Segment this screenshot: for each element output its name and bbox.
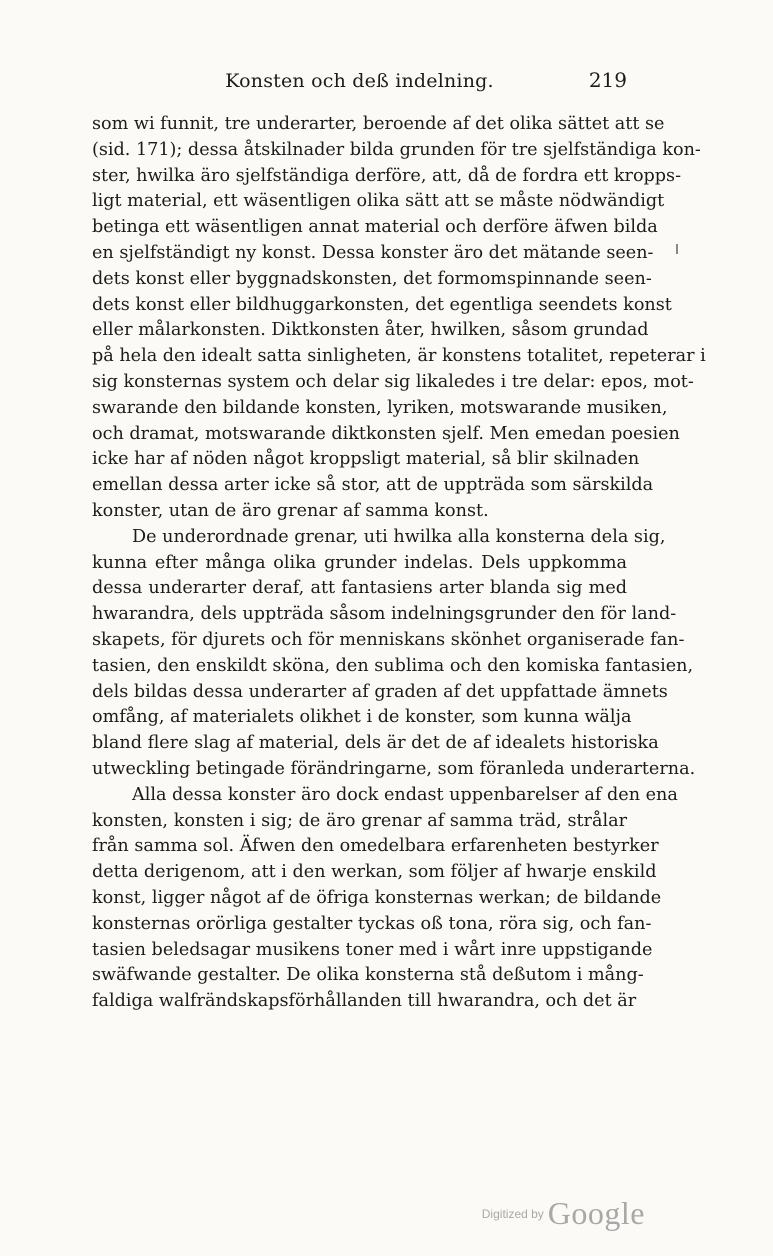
text-line: dets konst eller byggnadskonsten, det formomspinnande seen-	[92, 268, 652, 289]
text-line: en sjelfständigt ny konst. Dessa konster äro det mätande seen-	[92, 242, 654, 263]
text-line: ligt material, ett wäsentligen olika sätt att se måste nödwändigt	[92, 191, 665, 212]
book-page	[92, 64, 706, 1015]
text-line: konsten, konsten i sig; de äro grenar af samma träd, strålar	[92, 810, 627, 831]
text-line: tasien, den enskildt sköna, den sublima och den komiska fantasien,	[92, 655, 694, 676]
text-line: och dramat, motswarande diktkonsten sjelf. Men emedan poesien	[92, 423, 680, 444]
text-line: sig konsternas system och delar sig likaledes i tre delar: epos, mot-	[92, 371, 694, 392]
text-line: swäfwande gestalter. De olika konsterna stå deßutom i mång-	[92, 965, 644, 986]
paragraph	[92, 112, 706, 525]
text-line: från samma sol. Äfwen den omedelbara erfarenheten bestyrker	[92, 836, 659, 857]
paragraph	[92, 783, 678, 1015]
text-line: på hela den idealt satta sinligheten, är konstens totalitet, repeterar i	[92, 346, 706, 367]
text-line: kunna efter många olika grunder indelas. Dels uppkomma	[92, 552, 627, 573]
text-line: swarande den bildande konsten, lyriken, motswarande musiken,	[92, 397, 668, 418]
text-line: tasien beledsagar musikens toner med i wårt inre uppstigande	[92, 939, 653, 960]
text-line: konster, utan de äro grenar af samma konst.	[92, 500, 489, 521]
text-line: emellan dessa arter icke så stor, att de uppträda som särskilda	[92, 475, 654, 496]
watermark-prefix: Digitized by	[481, 1207, 544, 1221]
text-line: detta derigenom, att i den werkan, som följer af hwarje enskild	[92, 862, 657, 883]
page-header	[92, 64, 627, 100]
digitized-watermark	[482, 1195, 645, 1232]
text-line: konsternas orörliga gestalter tyckas oß tona, röra sig, och fan-	[92, 913, 652, 934]
text-line: dels bildas dessa underarter af graden af det uppfattade ämnets	[92, 681, 668, 702]
text-line: utweckling betingade förändringarne, som föranleda underarterna.	[92, 758, 696, 779]
text-line: hwarandra, dels uppträda såsom indelningsgrunder den för land-	[92, 604, 677, 625]
text-line: (sid. 171); dessa åtskilnader bilda grunden för tre sjelfständiga kon-	[92, 139, 701, 160]
running-title: Konsten och deß indelning.	[225, 70, 494, 92]
text-line: skapets, för djurets och för menniskans skönhet organiserade fan-	[92, 629, 685, 650]
text-line: som wi funnit, tre underarter, beroende af det olika sättet att se	[92, 114, 665, 134]
text-line: dessa underarter deraf, att fantasiens arter blanda sig med	[92, 578, 627, 599]
text-line: eller målarkonsten. Diktkonsten åter, hwilken, såsom grundad	[92, 320, 649, 341]
text-line: dets konst eller bildhuggarkonsten, det egentliga seendets konst	[92, 294, 672, 315]
text-line: ster, hwilka äro sjelfständiga derföre, att, då de fordra ett kropps-	[92, 165, 682, 186]
text-line: De underordnade grenar, uti hwilka alla konsterna dela sig,	[132, 526, 666, 547]
text-line: icke har af nöden något kroppsligt material, så blir skilnaden	[92, 449, 640, 470]
stray-ink-mark	[676, 244, 678, 254]
text-line: faldiga walfrändskapsförhållanden till hwarandra, och det är	[92, 991, 637, 1012]
text-line: omfång, af materialets olikhet i de konster, som kunna wälja	[92, 707, 632, 728]
body-text	[92, 112, 706, 1015]
text-line: Alla dessa konster äro dock endast uppenbarelser af den ena	[132, 784, 678, 805]
text-line: bland flere slag af material, dels är det de af idealets historiska	[92, 733, 659, 754]
text-line: betinga ett wäsentligen annat material och derföre äfwen bilda	[92, 217, 658, 238]
page-number: 219	[588, 68, 627, 92]
google-logo: Google	[547, 1195, 645, 1231]
text-line: konst, ligger något af de öfriga konsternas werkan; de bildande	[92, 887, 662, 908]
paragraph	[92, 525, 696, 783]
